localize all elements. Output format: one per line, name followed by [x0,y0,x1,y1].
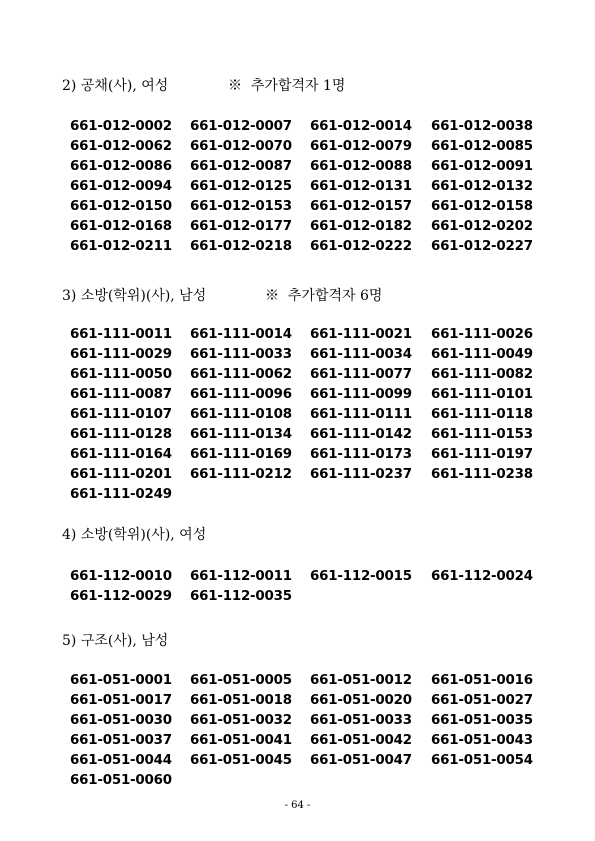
applicant-number: 661-111-0101 [431,387,533,402]
applicant-number: 661-051-0027 [431,693,533,708]
applicant-number: 661-012-0132 [431,179,533,194]
applicant-number: 661-012-0222 [310,239,412,254]
applicant-number: 661-012-0131 [310,179,412,194]
applicant-number: 661-111-0238 [431,467,533,482]
applicant-number: 661-012-0014 [310,119,412,134]
applicant-number: 661-111-0029 [70,347,172,362]
page-number: - 64 - [284,800,311,811]
applicant-number: 661-051-0037 [70,733,172,748]
section-heading: 5) 구조(사), 남성 [62,633,169,649]
section-heading: 2) 공채(사), 여성 [62,78,169,94]
applicant-number: 661-112-0010 [70,569,172,584]
applicant-number: 661-012-0087 [190,159,292,174]
applicant-number: 661-051-0001 [70,673,172,688]
applicant-number: 661-051-0054 [431,753,533,768]
applicant-number: 661-012-0150 [70,199,172,214]
applicant-number: 661-051-0042 [310,733,412,748]
applicant-number: 661-111-0014 [190,327,292,342]
additional-pass-note: ※ 추가합격자 6명 [265,288,383,304]
applicant-number: 661-051-0047 [310,753,412,768]
section-heading: 4) 소방(학위)(사), 여성 [62,527,207,543]
applicant-number: 661-111-0082 [431,367,533,382]
applicant-number: 661-012-0182 [310,219,412,234]
applicant-number: 661-111-0077 [310,367,412,382]
applicant-number: 661-111-0249 [70,487,172,502]
applicant-number: 661-111-0011 [70,327,172,342]
applicant-number: 661-111-0108 [190,407,292,422]
applicant-number: 661-112-0024 [431,569,533,584]
applicant-number: 661-051-0030 [70,713,172,728]
applicant-number: 661-051-0017 [70,693,172,708]
applicant-number: 661-051-0032 [190,713,292,728]
code-list [70,671,552,791]
applicant-number: 661-111-0128 [70,427,172,442]
applicant-number: 661-111-0173 [310,447,412,462]
applicant-number: 661-012-0085 [431,139,533,154]
applicant-number: 661-111-0237 [310,467,412,482]
applicant-number: 661-051-0033 [310,713,412,728]
applicant-number: 661-012-0158 [431,199,533,214]
applicant-number: 661-111-0050 [70,367,172,382]
applicant-number: 661-012-0086 [70,159,172,174]
applicant-number: 661-111-0118 [431,407,533,422]
applicant-number: 661-112-0029 [70,589,172,604]
applicant-number: 661-051-0012 [310,673,412,688]
code-list [70,325,552,505]
applicant-number: 661-111-0021 [310,327,412,342]
applicant-number: 661-012-0202 [431,219,533,234]
applicant-number: 661-012-0079 [310,139,412,154]
applicant-number: 661-111-0212 [190,467,292,482]
applicant-number: 661-111-0034 [310,347,412,362]
additional-pass-note: ※ 추가합격자 1명 [228,78,346,94]
applicant-number: 661-111-0164 [70,447,172,462]
applicant-number: 661-112-0011 [190,569,292,584]
applicant-number: 661-111-0049 [431,347,533,362]
applicant-number: 661-051-0005 [190,673,292,688]
applicant-number: 661-111-0142 [310,427,412,442]
applicant-number: 661-051-0016 [431,673,533,688]
applicant-number: 661-012-0091 [431,159,533,174]
applicant-number: 661-111-0062 [190,367,292,382]
applicant-number: 661-012-0002 [70,119,172,134]
code-list [70,117,552,257]
applicant-number: 661-012-0153 [190,199,292,214]
applicant-number: 661-012-0094 [70,179,172,194]
applicant-number: 661-051-0044 [70,753,172,768]
applicant-number: 661-111-0033 [190,347,292,362]
applicant-number: 661-012-0168 [70,219,172,234]
applicant-number: 661-051-0060 [70,773,172,788]
applicant-number: 661-111-0087 [70,387,172,402]
applicant-number: 661-051-0045 [190,753,292,768]
applicant-number: 661-012-0218 [190,239,292,254]
applicant-number: 661-111-0169 [190,447,292,462]
applicant-number: 661-012-0157 [310,199,412,214]
applicant-number: 661-111-0201 [70,467,172,482]
applicant-number: 661-012-0007 [190,119,292,134]
applicant-number: 661-111-0111 [310,407,412,422]
applicant-number: 661-051-0041 [190,733,292,748]
applicant-number: 661-012-0177 [190,219,292,234]
applicant-number: 661-051-0035 [431,713,533,728]
applicant-number: 661-051-0020 [310,693,412,708]
applicant-number: 661-051-0018 [190,693,292,708]
applicant-number: 661-012-0038 [431,119,533,134]
applicant-number: 661-111-0107 [70,407,172,422]
applicant-number: 661-012-0227 [431,239,533,254]
applicant-number: 661-112-0015 [310,569,412,584]
applicant-number: 661-111-0099 [310,387,412,402]
applicant-number: 661-111-0096 [190,387,292,402]
code-list [70,567,552,607]
applicant-number: 661-012-0062 [70,139,172,154]
applicant-number: 661-012-0211 [70,239,172,254]
applicant-number: 661-012-0125 [190,179,292,194]
applicant-number: 661-111-0134 [190,427,292,442]
applicant-number: 661-111-0153 [431,427,533,442]
applicant-number: 661-111-0026 [431,327,533,342]
applicant-number: 661-111-0197 [431,447,533,462]
applicant-number: 661-012-0070 [190,139,292,154]
applicant-number: 661-012-0088 [310,159,412,174]
applicant-number: 661-051-0043 [431,733,533,748]
section-heading: 3) 소방(학위)(사), 남성 [62,288,207,304]
applicant-number: 661-112-0035 [190,589,292,604]
